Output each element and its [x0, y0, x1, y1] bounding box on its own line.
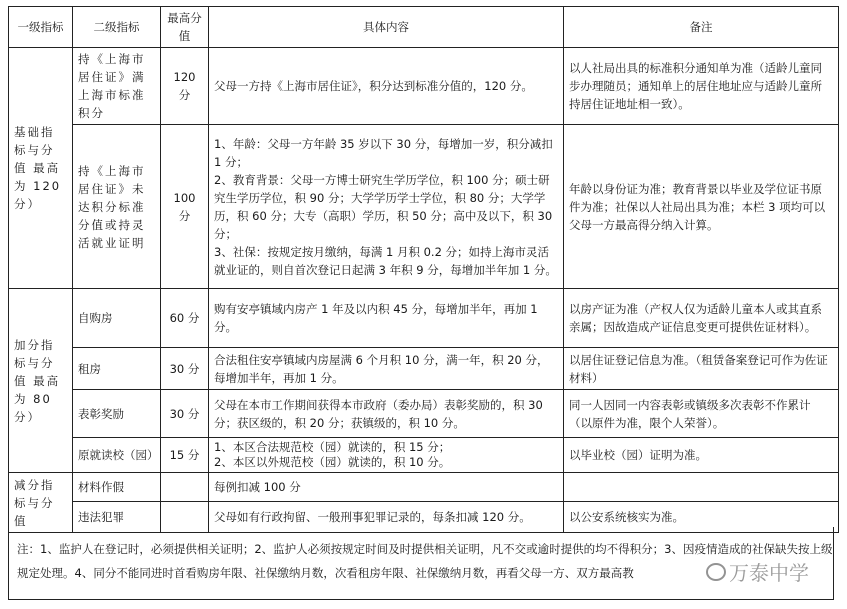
content: 合法租住安亭镇域内房屋满 6 个月积 10 分，满一年，积 20 分，每增加半年，再加 1 分。 — [209, 348, 564, 390]
note: 以公安系统核实为准。 — [564, 502, 839, 533]
content-line: 1、本区合法规范校（园）就读的，积 15 分； — [214, 440, 451, 454]
table-row — [9, 348, 839, 390]
note: 以毕业校（园）证明为准。 — [564, 438, 839, 473]
note: 以房产证为准（产权人仅为适龄儿童本人或其直系亲属；因故造成产证信息变更可提供佐证材料）。 — [564, 289, 839, 348]
max-score: 30 分 — [161, 348, 209, 390]
content: 父母一方持《上海市居住证》，积分达到标准分值的，120 分。 — [209, 48, 564, 125]
max-score: 100 分 — [161, 125, 209, 289]
table-row — [9, 48, 839, 125]
max-score: 30 分 — [161, 390, 209, 438]
watermark-text: 万泰中学 — [729, 561, 809, 585]
content: 购有安亭镇域内房产 1 年及以内积 45 分，每增加半年，再加 1 分。 — [209, 289, 564, 348]
content: 每例扣减 100 分 — [209, 473, 564, 502]
table-row — [9, 289, 839, 348]
header-max: 最高分值 — [161, 7, 209, 48]
content — [209, 438, 564, 473]
sub-indicator: 持《上海市居住证》未达积分标准分值或持灵活就业证明 — [73, 125, 161, 289]
note — [564, 473, 839, 502]
header-note: 备注 — [564, 7, 839, 48]
max-score: 120 分 — [161, 48, 209, 125]
content-line: 2、教育背景：父母一方博士研究生学历学位，积 100 分；硕士研究生学历学位，积 90 分；大学学历学士学位，积 80 分；大学学历，积 60 分；大专（高职）学历，积 50 分；高中及以下，积 30 分； — [214, 172, 553, 241]
group-deduct: 减分指标与分值 — [9, 473, 73, 533]
header-content: 具体内容 — [209, 7, 564, 48]
header-level1: 一级指标 — [9, 7, 73, 48]
max-score — [161, 473, 209, 502]
note: 以居住证登记信息为准。（租赁备案登记可作为佐证材料） — [564, 348, 839, 390]
header-level2: 二级指标 — [73, 7, 161, 48]
group-bonus: 加分指标与分值 最高为 80 分） — [9, 289, 73, 473]
sub-indicator: 租房 — [73, 348, 161, 390]
sub-indicator: 持《上海市居住证》满上海市标准积分 — [73, 48, 161, 125]
note: 年龄以身份证为准；教育背景以毕业及学位证书原件为准；社保以人社局出具为准；本栏 3 项均可以父母一方最高得分纳入计算。 — [564, 125, 839, 289]
wechat-icon — [706, 563, 726, 581]
sub-indicator: 自购房 — [73, 289, 161, 348]
sub-indicator: 材料作假 — [73, 473, 161, 502]
max-score: 60 分 — [161, 289, 209, 348]
table-row — [9, 473, 839, 502]
max-score: 15 分 — [161, 438, 209, 473]
points-table — [8, 6, 839, 533]
content — [209, 125, 564, 289]
watermark — [706, 557, 809, 586]
sub-indicator: 表彰奖励 — [73, 390, 161, 438]
table-row — [9, 125, 839, 289]
table-row — [9, 438, 839, 473]
content: 父母在本市工作期间获得本市政府（委办局）表彰奖励的，积 30 分；获区级的，积 20 分；获镇级的，积 10 分。 — [209, 390, 564, 438]
content-line: 2、本区以外规范校（园）就读的，积 10 分。 — [214, 455, 451, 469]
content: 父母如有行政拘留、一般刑事犯罪记录的，每条扣减 120 分。 — [209, 502, 564, 533]
content-line: 3、社保：按规定按月缴纳，每满 1 月积 0.2 分；如持上海市灵活就业证的，则自首次登记日起满 3 年积 9 分，每增加半年加 1 分。 — [214, 244, 557, 277]
table-row — [9, 390, 839, 438]
content-line: 1、年龄：父母一方年龄 35 岁以下 30 分，每增加一岁，积分减扣 1 分； — [214, 136, 553, 169]
note: 同一人因同一内容表彰或镇级多次表彰不作累计（以原件为准，限个人荣誉）。 — [564, 390, 839, 438]
sub-indicator: 违法犯罪 — [73, 502, 161, 533]
footnote-text: 注：1、监护人在登记时，必须提供相关证明；2、监护人必须按规定时间及时提供相关证明，凡不交或逾时提供的均不得积分；3、因疫情造成的社保缺失按上级规定处理。4、同分不能同进时首看购房年限、社保缴纳月数，次看租房年限、社保缴纳月数，再看父母一方、双方最高教 — [17, 542, 833, 580]
sub-indicator: 原就读校（园） — [73, 438, 161, 473]
header-row — [9, 7, 839, 48]
note: 以人社局出具的标准积分通知单为准（适龄儿童同步办理随员；通知单上的居住地址应与适龄儿童所持居住证地址相一致）。 — [564, 48, 839, 125]
group-basic: 基础指标与分值 最高为 120 分） — [9, 48, 73, 289]
